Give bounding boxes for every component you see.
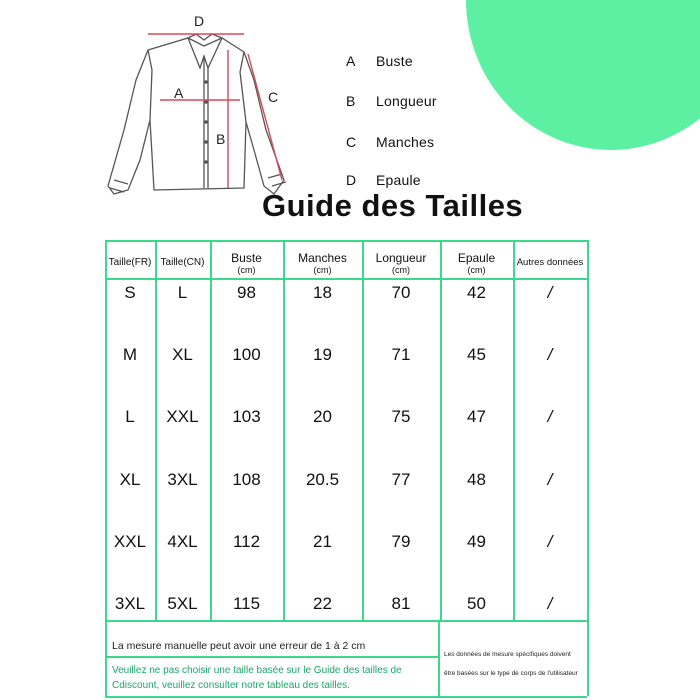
diagram-label-a: A [174, 85, 184, 101]
legend-key: D [346, 172, 357, 188]
table-border-bottom [105, 696, 587, 698]
table-header-cell [362, 252, 440, 275]
table-cell: / [547, 345, 553, 364]
table-header-cell [210, 252, 283, 275]
table-cell: 50 [467, 594, 486, 613]
header-label: Taille(CN) [160, 257, 205, 268]
table-cell: 71 [391, 345, 411, 364]
table-header-cell [155, 256, 210, 269]
header-label: Manches [298, 251, 347, 265]
page-title: Guide des Tailles [262, 188, 524, 223]
table-cell: S [124, 283, 136, 302]
header-unit: (cm) [313, 265, 332, 275]
table-header-cell [283, 252, 362, 275]
legend-label: Manches [376, 134, 435, 150]
legend-key: A [346, 53, 356, 69]
note-divider [105, 656, 440, 658]
header-label: Taille(FR) [108, 257, 152, 268]
legend-label: Buste [376, 53, 413, 69]
table-cell: 19 [313, 345, 332, 364]
table-cell: 103 [232, 407, 261, 426]
specific-note-line: être basées sur le type de corps de l'utilisateur [444, 670, 578, 677]
table-cell: 100 [232, 345, 261, 364]
error-margin-note: La mesure manuelle peut avoir une erreur de 1 à 2 cm [112, 640, 366, 652]
header-label: Buste [231, 251, 262, 265]
table-cell: 115 [232, 594, 261, 613]
table-cell: 81 [391, 594, 411, 613]
table-cell: 20 [313, 407, 332, 426]
header-unit: (cm) [467, 265, 486, 275]
table-cell: 70 [391, 283, 411, 302]
note-column-divider [438, 620, 440, 696]
warning-note: Veuillez ne pas choisir une taille basée sur le Guide des tailles de Cdiscount, veuillez consulter notre tableau des tailles. [112, 665, 402, 691]
table-cell: XL [172, 345, 193, 364]
header-unit: (cm) [392, 265, 410, 275]
header-label: Epaule [457, 251, 496, 265]
legend-key: C [346, 134, 357, 150]
specific-note-line: Les données de mesure spécifiques doivent [444, 651, 571, 658]
table-cell: 77 [391, 470, 411, 489]
table-cell: 5XL [167, 594, 198, 613]
table-column-divider [587, 240, 589, 620]
table-cell: / [547, 470, 553, 489]
table-cell: 47 [467, 407, 486, 426]
table-cell: 4XL [167, 532, 198, 551]
table-cell: 49 [467, 532, 486, 551]
table-cell: 48 [467, 470, 486, 489]
table-cell: 22 [313, 594, 332, 613]
table-cell: M [122, 345, 138, 364]
header-unit: (cm) [237, 265, 256, 275]
table-cell: 98 [237, 283, 256, 302]
table-cell: XXL [113, 532, 147, 551]
specific-data-note [444, 645, 589, 683]
legend-label: Epaule [376, 172, 421, 188]
diagram-label-b: B [216, 131, 226, 147]
table-cell: XL [119, 470, 141, 489]
table-cell: L [125, 407, 135, 426]
legend-key: B [346, 93, 356, 109]
table-cell: 3XL [114, 594, 146, 613]
table-cell: 108 [232, 470, 261, 489]
table-cell: 20.5 [305, 470, 340, 489]
table-cell: 3XL [167, 470, 198, 489]
table-header-cell [440, 252, 513, 275]
table-cell: 79 [391, 532, 411, 551]
table-cell: 42 [467, 283, 486, 302]
note-border-left [105, 620, 107, 696]
table-header-cell [105, 256, 155, 269]
diagram-label-c: C [268, 89, 279, 105]
table-cell: 18 [313, 283, 332, 302]
table-cell: 21 [313, 532, 332, 551]
table-cell: / [547, 532, 553, 551]
header-label: Autres données [516, 257, 584, 268]
header-label: Longueur [375, 251, 427, 265]
table-cell: 45 [467, 345, 486, 364]
table-body-divider [105, 620, 587, 622]
table-header-cell [513, 256, 587, 269]
table-cell: / [547, 283, 553, 302]
table-cell: XXL [166, 407, 199, 426]
table-cell: L [177, 283, 188, 302]
table-cell: 75 [391, 407, 411, 426]
legend-label: Longueur [376, 93, 437, 109]
table-cell: / [547, 594, 553, 613]
table-cell: 112 [232, 532, 261, 551]
diagram-label-d: D [194, 13, 205, 29]
table-cell: / [547, 407, 553, 426]
